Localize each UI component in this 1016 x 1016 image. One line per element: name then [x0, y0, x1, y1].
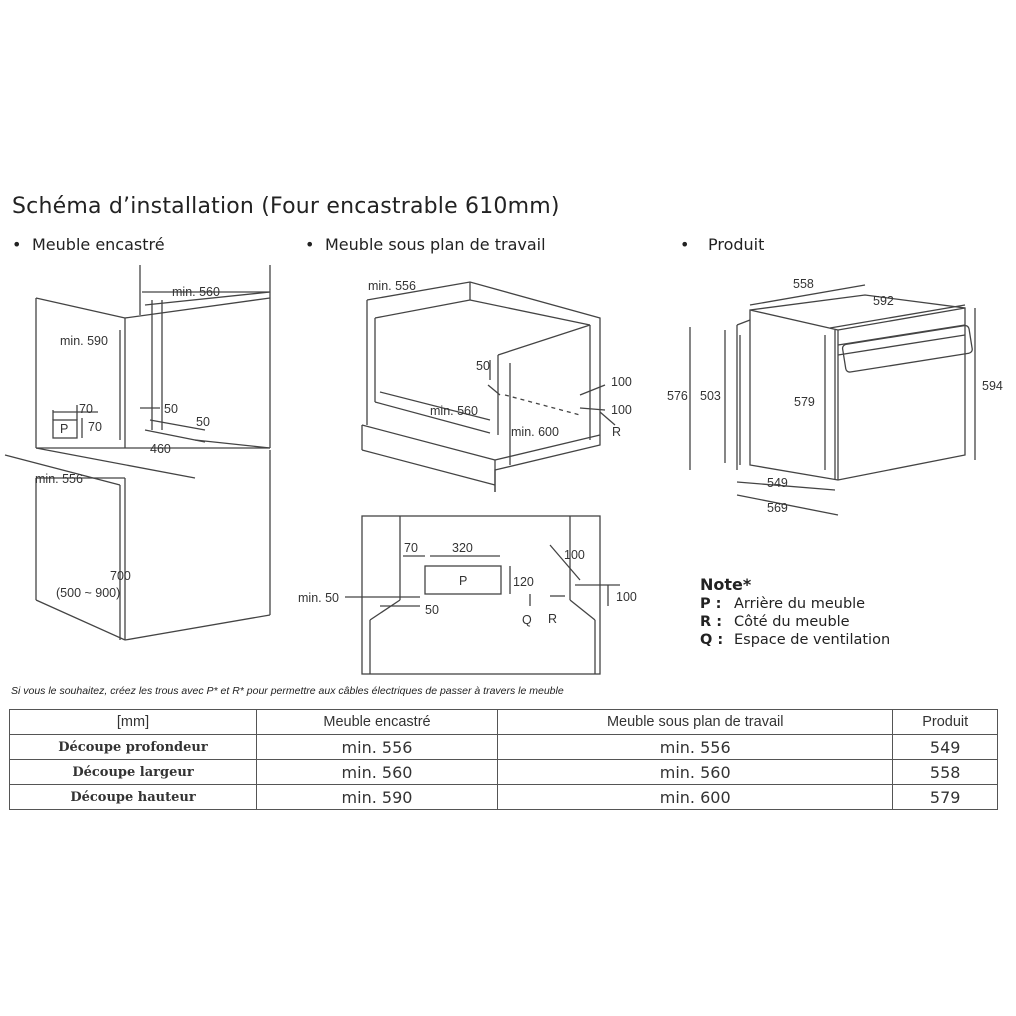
note-text: Espace de ventilation	[734, 632, 891, 648]
table-cell: min. 556	[498, 735, 893, 760]
dim-back-120: 120	[513, 575, 534, 589]
table-cell: 549	[893, 735, 998, 760]
dim-built-in-floor: 700	[110, 569, 131, 583]
dim-under-height: min. 600	[511, 425, 559, 439]
dim-built-in-hole-w: 70	[79, 402, 93, 416]
dim-product-503: 503	[700, 389, 721, 403]
bullet: •	[12, 235, 22, 254]
table-header-cell: [mm]	[10, 710, 257, 735]
note-text: Côté du meuble	[734, 614, 850, 630]
dim-back-100b: 100	[616, 590, 637, 604]
bullet: •	[680, 235, 690, 254]
dim-product-558: 558	[793, 277, 814, 291]
table-cell: min. 560	[498, 760, 893, 785]
dim-built-in-floor-range: (500 ~ 900)	[56, 586, 121, 600]
dim-product-592: 592	[873, 294, 894, 308]
table-cell: min. 600	[498, 785, 893, 810]
disclaimer-text: Si vous le souhaitez, créez les trous avec P* et R* pour permettre aux câbles électriques de passer à travers le meuble	[11, 685, 564, 697]
dimensions-table	[9, 709, 998, 810]
note-text: Arrière du meuble	[734, 596, 866, 612]
back-view-drawing	[345, 516, 620, 674]
section-built-in-label: Meuble encastré	[32, 235, 165, 254]
dim-built-in-gap-a: 50	[164, 402, 178, 416]
table-row-label: Découpe profondeur	[10, 735, 257, 760]
note-key: R :	[700, 614, 723, 630]
under-counter-cabinet-drawing	[362, 282, 615, 492]
dim-under-side-b: 100	[611, 403, 632, 417]
note-box	[700, 575, 890, 648]
table-row-label: Découpe largeur	[10, 760, 257, 785]
dim-under-width: min. 560	[430, 404, 478, 418]
dim-back-min50: min. 50	[298, 591, 339, 605]
built-in-cabinet-drawing	[5, 265, 270, 640]
label-back-p: P	[459, 574, 468, 588]
dim-product-569: 569	[767, 501, 788, 515]
dim-product-576: 576	[667, 389, 688, 403]
label-built-in-hole-p: P	[60, 422, 69, 436]
dim-product-549: 549	[767, 476, 788, 490]
note-item	[700, 632, 890, 648]
note-key: P :	[700, 596, 722, 612]
dim-under-back-50: 50	[476, 359, 490, 373]
table-cell: min. 560	[257, 760, 498, 785]
table-row	[10, 785, 998, 810]
note-item	[700, 614, 890, 630]
table-cell: min. 556	[257, 735, 498, 760]
label-back-q: Q	[522, 613, 532, 627]
note-key: Q :	[700, 632, 724, 648]
table-row	[10, 760, 998, 785]
dim-back-70: 70	[404, 541, 418, 555]
table-cell: 579	[893, 785, 998, 810]
table-header-cell: Produit	[893, 710, 998, 735]
product-drawing	[690, 285, 975, 515]
note-item	[700, 596, 890, 612]
table-cell: min. 590	[257, 785, 498, 810]
table-header-row	[10, 710, 998, 735]
dim-built-in-depth: min. 556	[35, 472, 83, 486]
dim-back-100a: 100	[564, 548, 585, 562]
dim-built-in-460: 460	[150, 442, 171, 456]
section-under-counter-label: Meuble sous plan de travail	[325, 235, 546, 254]
label-back-r: R	[548, 612, 558, 626]
label-under-side-r: R	[612, 425, 622, 439]
dim-built-in-hole-h: 70	[88, 420, 102, 434]
section-product-label: Produit	[708, 235, 765, 254]
table-header-cell: Meuble encastré	[257, 710, 498, 735]
dim-under-side-a: 100	[611, 375, 632, 389]
dim-back-50: 50	[425, 603, 439, 617]
dim-product-594: 594	[982, 379, 1003, 393]
dim-under-depth: min. 556	[368, 279, 416, 293]
dim-built-in-width: min. 560	[172, 285, 220, 299]
page-title: Schéma d’installation (Four encastrable 610mm)	[12, 194, 560, 219]
dim-built-in-height: min. 590	[60, 334, 108, 348]
table-cell: 558	[893, 760, 998, 785]
table-row	[10, 735, 998, 760]
dim-product-579: 579	[794, 395, 815, 409]
dim-back-320: 320	[452, 541, 473, 555]
table-header-cell: Meuble sous plan de travail	[498, 710, 893, 735]
bullet: •	[305, 235, 315, 254]
note-title: Note*	[700, 575, 752, 594]
table-row-label: Découpe hauteur	[10, 785, 257, 810]
dim-built-in-gap-b: 50	[196, 415, 210, 429]
